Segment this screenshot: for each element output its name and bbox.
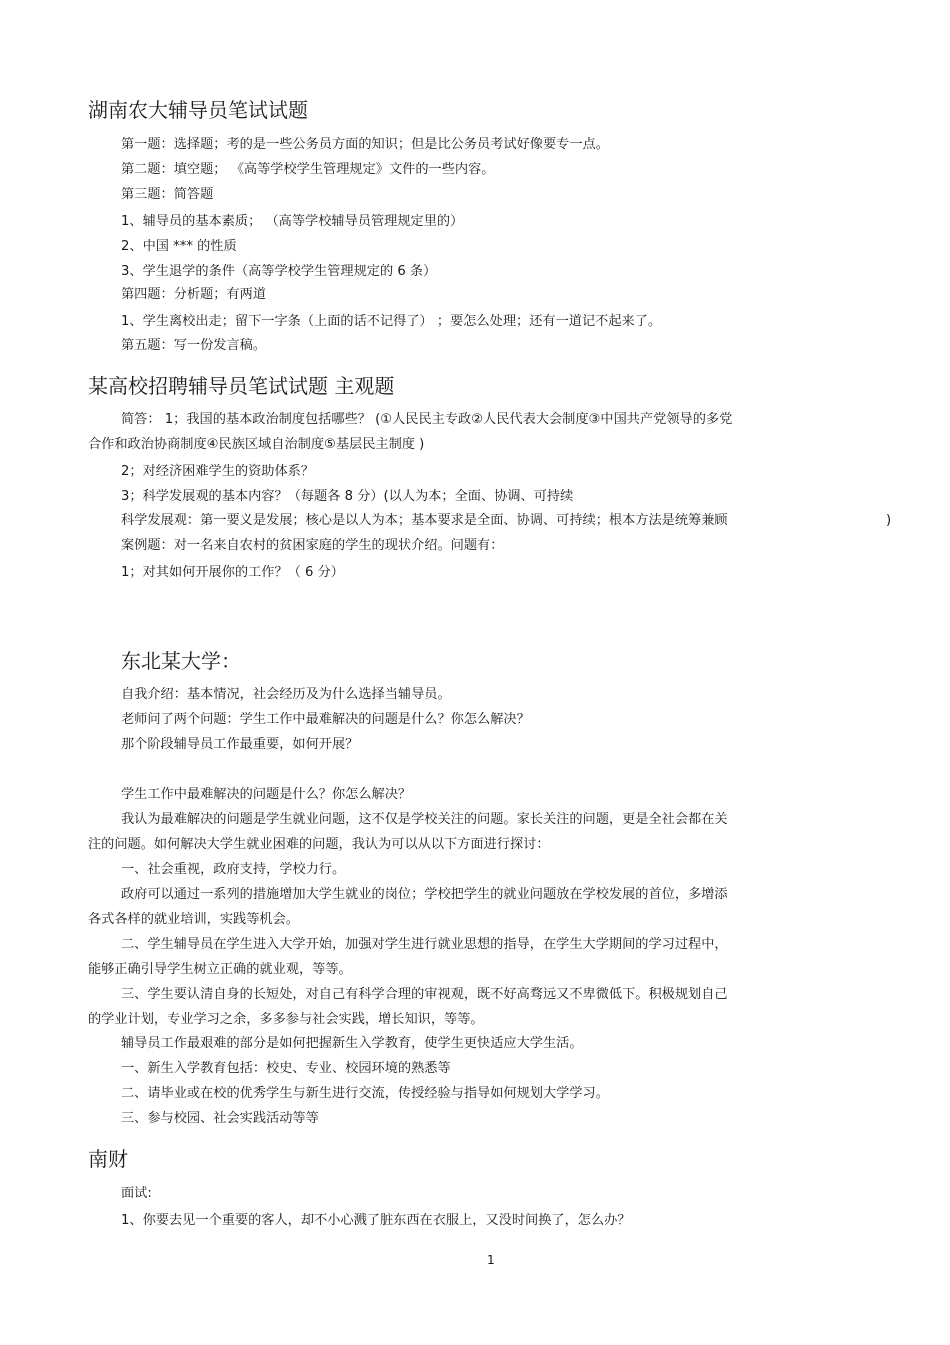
paragraph-line: 简答： 1；我国的基本政治制度包括哪些？ (①人民民主专政②人民代表大会制度③中国共产党领导的多党: [121, 412, 733, 427]
paragraph-line: 政府可以通过一系列的措施增加大学生就业的岗位；学校把学生的就业问题放在学校发展的首位，多增添: [121, 887, 728, 902]
paragraph-line: 2、中国 *** 的性质: [121, 239, 237, 254]
paragraph-line: 三、学生要认清自身的长短处，对自己有科学合理的审视观，既不好高骛远又不卑微低下。积极规划自己: [121, 987, 728, 1002]
paragraph-line: 辅导员工作最艰难的部分是如何把握新生入学教育，使学生更快适应大学生活。: [121, 1036, 583, 1051]
paragraph-line: 那个阶段辅导员工作最重要，如何开展？: [121, 737, 359, 752]
paragraph-line: 合作和政治协商制度④民族区域自治制度⑤基层民主制度 ): [88, 437, 425, 452]
paragraph-line: 自我介绍：基本情况，社会经历及为什么选择当辅导员。: [121, 687, 451, 702]
paragraph-line: 1、你要去见一个重要的客人，却不小心溅了脏东西在衣服上，又没时间换了，怎么办？: [121, 1213, 631, 1228]
section-title-dongbei: 东北某大学：: [121, 649, 241, 673]
paragraph-line: 1；对其如何开展你的工作？（ 6 分）: [121, 565, 344, 580]
paragraph-line: 我认为最难解决的问题是学生就业问题，这不仅是学校关注的问题。家长关注的问题，更是全社会都在关: [121, 812, 728, 827]
paragraph-line: 一、新生入学教育包括：校史、专业、校园环境的熟悉等: [121, 1061, 451, 1076]
paragraph-line: 二、学生辅导员在学生进入大学开始，加强对学生进行就业思想的指导，在学生大学期间的学习过程中，: [121, 937, 728, 952]
paragraph-line: 二、请毕业或在校的优秀学生与新生进行交流，传授经验与指导如何规划大学学习。: [121, 1086, 609, 1101]
paragraph-line: 第五题：写一份发言稿。: [121, 338, 267, 353]
paragraph-line: 三、参与校园、社会实践活动等等: [121, 1111, 319, 1126]
paragraph-line: 第四题：分析题；有两道: [121, 287, 267, 302]
closing-paren: ): [886, 513, 892, 528]
section-title-mou: 某高校招聘辅导员笔试试题 主观题: [88, 374, 395, 398]
paragraph-line: 一、社会重视，政府支持，学校力行。: [121, 862, 346, 877]
paragraph-line: 3、学生退学的条件（高等学校学生管理规定的 6 条）: [121, 264, 437, 279]
paragraph-line: 第三题：简答题: [121, 187, 214, 202]
paragraph-line: 科学发展观：第一要义是发展；核心是以人为本；基本要求是全面、协调、可持续；根本方法是统筹兼顾: [121, 513, 728, 528]
paragraph-line: 1、辅导员的基本素质； （高等学校辅导员管理规定里的）: [121, 214, 464, 229]
paragraph-line: 注的问题。如何解决大学生就业困难的问题，我认为可以从以下方面进行探讨：: [88, 837, 550, 852]
paragraph-line: 第二题：填空题； 《高等学校学生管理规定》文件的一些内容。: [121, 162, 495, 177]
paragraph-line: 第一题：选择题；考的是一些公务员方面的知识；但是比公务员考试好像要专一点。: [121, 137, 609, 152]
section-title-hunan: 湖南农大辅导员笔试试题: [88, 98, 308, 122]
paragraph-line: 3；科学发展观的基本内容？（每题各 8 分）(以人为本；全面、协调、可持续: [121, 489, 574, 504]
section-title-nancai: 南财: [88, 1147, 128, 1171]
paragraph-line: 案例题：对一名来自农村的贫困家庭的学生的现状介绍。问题有：: [121, 538, 504, 553]
paragraph-line: 的学业计划，专业学习之余，多多参与社会实践，增长知识，等等。: [88, 1012, 484, 1027]
paragraph-line: 1、学生离校出走；留下一字条（上面的话不记得了） ；要怎么处理；还有一道记不起来了。: [121, 314, 662, 329]
paragraph-line: 面试:: [121, 1186, 152, 1201]
page-number: 1: [487, 1253, 495, 1267]
paragraph-line: 老师问了两个问题：学生工作中最难解决的问题是什么？你怎么解决？: [121, 712, 530, 727]
paragraph-line: 学生工作中最难解决的问题是什么？你怎么解决？: [121, 787, 412, 802]
paragraph-line: 能够正确引导学生树立正确的就业观，等等。: [88, 962, 352, 977]
paragraph-line: 2；对经济困难学生的资助体系？: [121, 464, 315, 479]
paragraph-line: 各式各样的就业培训，实践等机会。: [88, 912, 299, 927]
